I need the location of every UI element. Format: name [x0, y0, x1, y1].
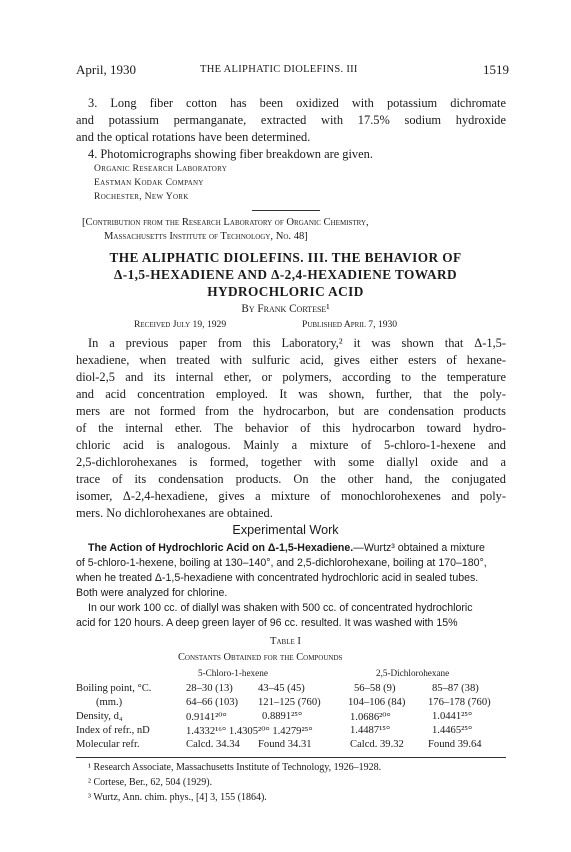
affiliation-line: Organic Research Laboratory — [94, 163, 228, 174]
run-in-heading: The Action of Hydrochloric Acid on Δ-1,5-Hexadiene. — [88, 542, 354, 554]
affiliation-line: Rochester, New York — [94, 191, 189, 202]
abstract-line: diol-2,5 and its internal ether, or polymers, according to the temperature — [76, 370, 506, 384]
footnote: ² Cortese, Ber., 62, 504 (1929). — [88, 777, 213, 788]
abstract-line: In a previous paper from this Laboratory,² it was shown that Δ-1,5- — [88, 336, 506, 350]
published-date: Published April 7, 1930 — [302, 319, 398, 330]
abstract-line: and acid concentration employed. It was shown, further, that the poly- — [76, 387, 506, 401]
article-title-line: Δ-1,5-HEXADIENE AND Δ-2,4-HEXADIENE TOWARD — [114, 267, 457, 282]
table-cell: Found 34.31 — [258, 739, 312, 750]
intro-line: and the optical rotations have been determined. — [76, 130, 311, 144]
received-date: Received July 19, 1929 — [134, 319, 227, 330]
table-cell: Calcd. 34.34 — [186, 739, 240, 750]
abstract-line: of the internal ether. The behavior of this hydrocarbon toward hydro- — [76, 421, 506, 435]
abstract-line: trace of its condensation products. On the other hand, the conjugated — [76, 472, 506, 486]
table-cell: 0.8891²⁵° — [262, 711, 303, 722]
table-cell: 104–106 (84) — [348, 697, 406, 708]
experimental-line: In our work 100 cc. of diallyl was shaken with 500 cc. of concentrated hydrochloric — [88, 602, 473, 614]
table-row-label: (mm.) — [96, 697, 123, 708]
byline: By Frank Cortese¹ — [241, 303, 330, 315]
table-cell: 28–30 (13) — [186, 683, 233, 694]
experimental-text: —Wurtz³ obtained a mixture — [353, 542, 485, 554]
intro-line: and potassium permanganate, extracted with 17.5% sodium hydroxide — [76, 113, 506, 127]
experimental-line: of 5-chloro-1-hexene, boiling at 130–140°, and 2,5-dichlorohexane, boiling at 170–180°, — [76, 557, 487, 569]
article-title-line: HYDROCHLORIC ACID — [207, 284, 364, 299]
table-label: Table I — [270, 636, 301, 647]
header-running-title: THE ALIPHATIC DIOLEFINS. III — [200, 64, 358, 75]
table-row-label: Molecular refr. — [76, 739, 140, 750]
contribution-line: [Contribution from the Research Laboratory of Organic Chemistry, — [82, 217, 369, 228]
experimental-line: Both were analyzed for chlorine. — [76, 587, 228, 599]
table-cell: 1.4465²⁵° — [432, 725, 473, 736]
header-date: April, 1930 — [76, 62, 136, 77]
table-cell: 176–178 (760) — [428, 697, 491, 708]
table-cell: Calcd. 39.32 — [350, 739, 404, 750]
abstract-line: isomer, Δ-2,4-hexadiene, gives a mixture of monochlorohexenes and poly- — [76, 489, 506, 503]
table-cell: 1.0686²⁰° — [350, 712, 391, 723]
table-caption: Constants Obtained for the Compounds — [178, 652, 343, 663]
abstract-line: mers are not formed from the hydrocarbon, but are condensation products — [76, 404, 506, 418]
experimental-line — [88, 542, 506, 554]
table-row-label: Boiling point, °C. — [76, 683, 152, 694]
table-cell: 56–58 (9) — [354, 683, 396, 694]
table-cell: 121–125 (760) — [258, 697, 321, 708]
table-cell: 1.4487¹⁵° — [350, 725, 391, 736]
article-title-line: THE ALIPHATIC DIOLEFINS. III. THE BEHAVIOR OF — [109, 250, 462, 265]
table-cell: 1.4332¹⁶° 1.4305²⁰° 1.4279²⁵° — [186, 726, 313, 737]
table-col-group: 2,5-Dichlorohexane — [376, 668, 450, 678]
abstract-line: mers. No dichlorohexanes are obtained. — [76, 506, 273, 520]
table-cell: 0.9141²⁰° — [186, 712, 227, 723]
table-row-label: Density, d₄ — [76, 711, 123, 722]
section-heading: Experimental Work — [232, 523, 339, 537]
affiliation-line: Eastman Kodak Company — [94, 177, 204, 188]
table-cell: Found 39.64 — [428, 739, 482, 750]
table-cell: 85–87 (38) — [432, 683, 479, 694]
table-cell: 1.0441²⁵° — [432, 711, 473, 722]
contribution-line: Massachusetts Institute of Technology, No. 48] — [104, 231, 308, 242]
footnote-rule — [76, 757, 506, 758]
abstract-line: 2,5-dichlorohexanes is formed, together with some diallyl oxide and a — [76, 455, 506, 469]
header-page-number: 1519 — [483, 62, 509, 77]
separator-rule — [252, 210, 320, 211]
table-cell: 64–66 (103) — [186, 697, 239, 708]
table-row-label: Index of refr., nD — [76, 725, 150, 736]
intro-line: 4. Photomicrographs showing fiber breakdown are given. — [88, 147, 373, 161]
footnote: ³ Wurtz, Ann. chim. phys., [4] 3, 155 (1864). — [88, 792, 267, 803]
table-col-group: 5-Chloro-1-hexene — [198, 668, 268, 678]
footnote: ¹ Research Associate, Massachusetts Institute of Technology, 1926–1928. — [88, 762, 382, 773]
intro-line: 3. Long fiber cotton has been oxidized with potassium dichromate — [88, 96, 506, 110]
table-cell: 43–45 (45) — [258, 683, 305, 694]
experimental-line: when he treated Δ-1,5-hexadiene with concentrated hydrochloric acid in sealed tubes. — [76, 572, 479, 584]
abstract-line: hexadiene, when treated with sulfuric acid, gives either esters of hexane- — [76, 353, 506, 367]
abstract-line: chloric acid is analogous. Mainly a mixture of 5-chloro-1-hexene and — [76, 438, 506, 452]
experimental-line: acid for 120 hours. A deep green layer of 96 cc. resulted. It was washed with 15% — [76, 617, 458, 629]
